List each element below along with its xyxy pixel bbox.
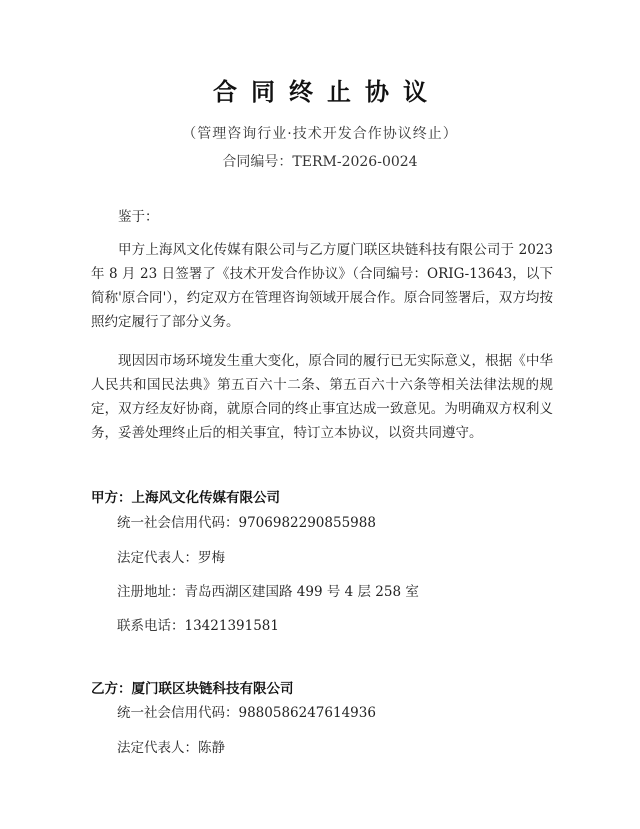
document-title: 合同终止协议 [213,78,441,106]
document-subtitle: （管理咨询行业·技术开发合作协议终止） [182,126,458,142]
party-b-credit-code: 统一社会信用代码：9880586247614936 [117,705,376,721]
party-a-legal-rep: 法定代表人：罗梅 [117,550,225,566]
contract-number: 合同编号：TERM-2026-0024 [222,154,418,170]
party-b-legal-rep: 法定代表人：陈静 [117,740,225,756]
party-a-credit-code: 统一社会信用代码：9706982290855988 [117,515,376,531]
recital-paragraph-2: 现因因市场环境发生重大变化，原合同的履行已无实际意义，根据《中华人民共和国民法典》第五百六十二条、第五百六十六条等相关法律法规的规定，双方经友好协商，就原合同的终止事宜达成一致意见。为明确双方权利义务，妥善处理终止后的相关事宜，特订立本协议，以资共同遵守。 [91,353,553,441]
party-a-heading: 甲方：上海风文化传媒有限公司 [91,490,280,506]
party-a-address: 注册地址：青岛西湖区建国路 499 号 4 层 258 室 [117,584,419,600]
party-b-heading: 乙方：厦门联区块链科技有限公司 [91,681,294,697]
party-a-phone: 联系电话：13421391581 [117,618,279,634]
recital-paragraph-1: 甲方上海风文化传媒有限公司与乙方厦门联区块链科技有限公司于 2023 年 8 月 23 日签署了《技术开发合作协议》（合同编号：ORIG-13643，以下简称'原合同'），约定双方在管理咨询领域开展合作。原合同签署后，双方均按照约定履行了部分义务。 [91,242,553,330]
whereas-label: 鉴于： [118,209,159,225]
